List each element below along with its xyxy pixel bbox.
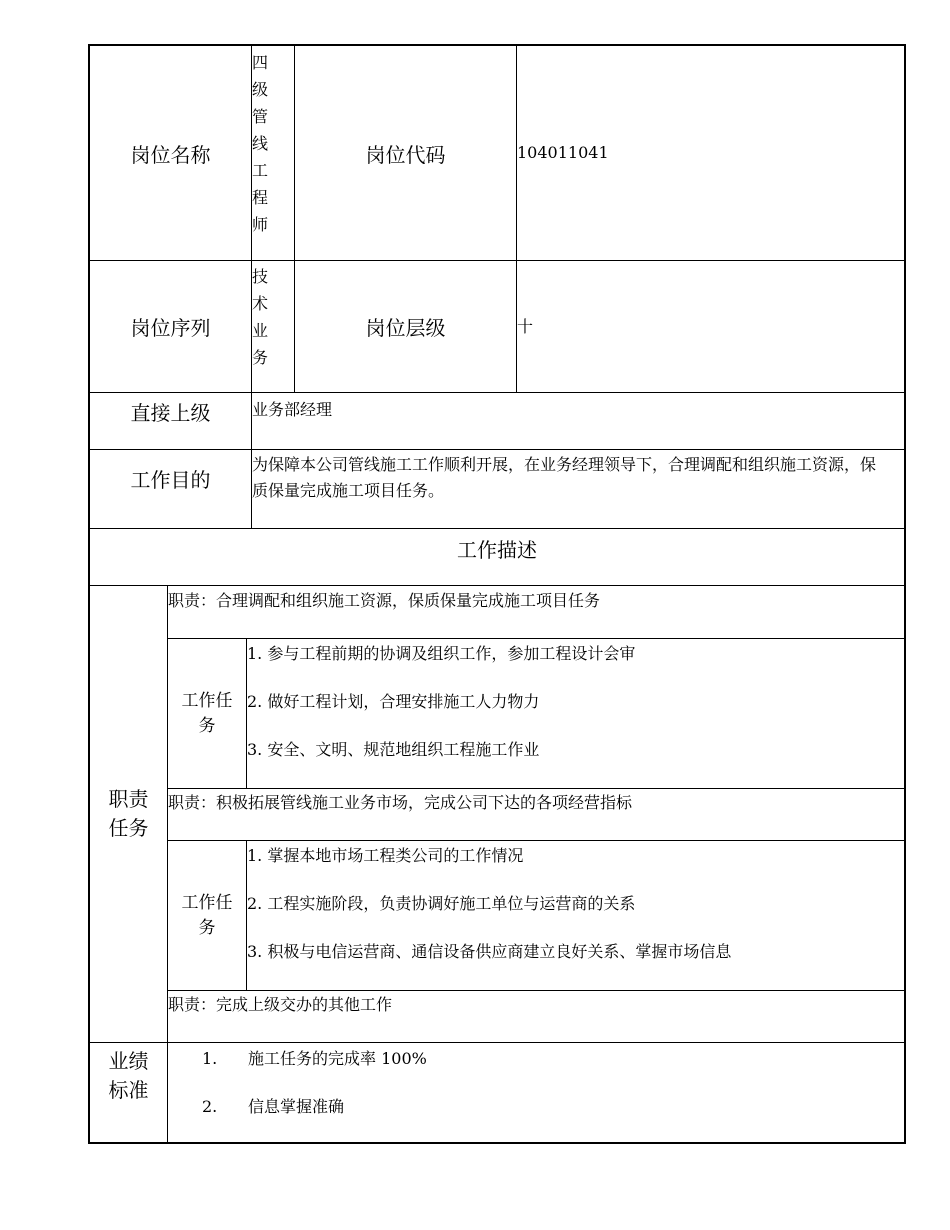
- purpose-label: 工作目的: [130, 468, 211, 492]
- row-purpose: [88, 450, 906, 529]
- task-label-cell: [168, 841, 246, 990]
- duties-content: [167, 586, 904, 1042]
- performance-label-text: 业绩标准: [108, 1049, 149, 1102]
- row-description-title: [88, 529, 906, 586]
- list-item: 3. 积极与电信运营商、通信设备供应商建立良好关系、掌握市场信息: [247, 942, 732, 961]
- job-description-table: [88, 44, 906, 1144]
- task-list: [246, 841, 904, 990]
- duty-title: 职责：合理调配和组织施工资源，保质保量完成施工项目任务: [168, 591, 601, 610]
- position-name-value: 四级管线工程师: [252, 53, 269, 234]
- position-name-value-cell: [251, 46, 294, 260]
- row-performance: [88, 1043, 906, 1144]
- performance-item-number: 2.: [202, 1097, 218, 1116]
- position-name-label: 岗位名称: [130, 142, 211, 167]
- duty-tasks-block: [168, 840, 904, 990]
- duty-title: 职责：积极拓展管线施工业务市场，完成公司下达的各项经营指标: [168, 788, 904, 840]
- row-duties: [88, 586, 906, 1043]
- row-position-series: [88, 261, 906, 393]
- position-series-value-cell: [251, 261, 294, 392]
- position-code-value: 104011041: [516, 46, 904, 260]
- superior-value: 业务部经理: [251, 393, 904, 449]
- performance-item: 信息掌握准确: [248, 1097, 345, 1116]
- position-code-label: 岗位代码: [294, 46, 516, 260]
- task-label: 工作任务: [181, 892, 233, 938]
- description-title: 工作描述: [457, 538, 537, 562]
- duties-label-text: 职责任务: [108, 787, 149, 840]
- list-item: 1. 掌握本地市场工程类公司的工作情况: [247, 846, 524, 865]
- list-item: 3. 安全、文明、规范地组织工程施工作业: [247, 740, 540, 759]
- position-level-label: 岗位层级: [294, 261, 516, 392]
- list-item: 2. 做好工程计划，合理安排施工人力物力: [247, 692, 540, 711]
- position-series-value: 技术业务: [252, 267, 269, 367]
- task-label-cell: [168, 639, 246, 788]
- performance-label: [90, 1043, 167, 1142]
- task-label: 工作任务: [181, 690, 233, 736]
- position-level-value: 十: [516, 261, 904, 392]
- row-position-name: [88, 44, 906, 261]
- task-list: [246, 639, 904, 788]
- performance-item-number: 1.: [202, 1049, 218, 1068]
- position-series-label: 岗位序列: [130, 316, 211, 340]
- performance-list: [167, 1043, 904, 1142]
- list-item: 1. 参与工程前期的协调及组织工作，参加工程设计会审: [247, 644, 636, 663]
- superior-label: 直接上级: [130, 401, 211, 425]
- duty-tasks-block: [168, 638, 904, 788]
- purpose-value: 为保障本公司管线施工工作顺利开展，在业务经理领导下，合理调配和组织施工资源，保质保量完成施工项目任务。: [251, 450, 904, 528]
- performance-item: 施工任务的完成率 100%: [248, 1049, 427, 1068]
- duty-title: 职责：完成上级交办的其他工作: [168, 990, 904, 1042]
- duties-label: [90, 586, 167, 1042]
- list-item: 2. 工程实施阶段，负责协调好施工单位与运营商的关系: [247, 894, 636, 913]
- row-superior: [88, 393, 906, 450]
